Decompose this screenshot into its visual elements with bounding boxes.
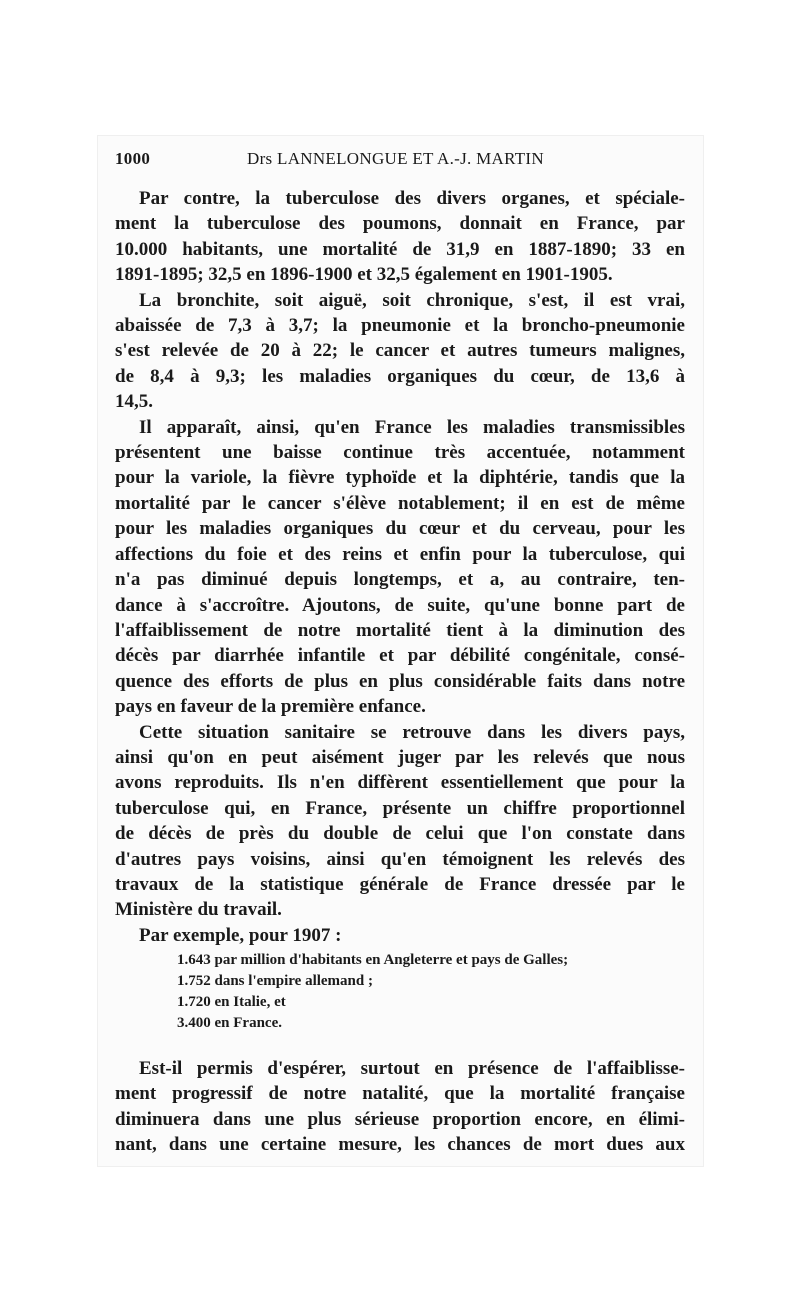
text-line: pour les maladies organiques du cœur et du cerveau, pour les <box>115 518 685 540</box>
text-line: affections du foie et des reins et enfin pour la tuberculose, qui <box>115 543 685 565</box>
running-head: Drs LANNELONGUE ET A.-J. MARTIN <box>247 149 544 168</box>
text-line: n'a pas diminué depuis longtemps, et a, au contraire, ten- <box>115 569 685 591</box>
text-line: 10.000 habitants, une mortalité de 31,9 en 1887-1890; 33 en <box>115 238 685 260</box>
text-line: pour la variole, la fièvre typhoïde et la diphtérie, tandis que la <box>115 467 685 489</box>
text-line: tuberculose qui, en France, présente un chiffre proportionnel <box>115 797 685 819</box>
text-line: Par contre, la tuberculose des divers organes, et spéciale- <box>139 188 685 209</box>
text-line: quence des efforts de plus en plus considérable faits dans notre <box>115 670 685 692</box>
text-line: Ministère du travail. <box>115 899 282 921</box>
text-line: diminuera dans une plus sérieuse proportion encore, en élimi- <box>115 1108 685 1130</box>
text-line: ainsi qu'on en peut aisément juger par les relevés que nous <box>115 746 685 768</box>
text-line: d'autres pays voisins, ainsi qu'en témoignent les relevés des <box>115 848 685 870</box>
text-line: dance à s'accroître. Ajoutons, de suite, qu'une bonne part de <box>115 594 685 616</box>
text-line: pays en faveur de la première enfance. <box>115 696 426 718</box>
text-line: Il apparaît, ainsi, qu'en France les maladies transmissibles <box>139 416 685 438</box>
text-line: Par exemple, pour 1907 : <box>139 924 342 946</box>
text-line: présentent une baisse continue très accentuée, notamment <box>115 442 685 464</box>
text-line: avons reproduits. Ils n'en diffèrent essentiellement que pour la <box>115 772 685 794</box>
list-item: 1.752 dans l'empire allemand ; <box>177 973 373 989</box>
mortality-figures-list <box>177 950 677 1034</box>
text-line: Cette situation sanitaire se retrouve dans les divers pays, <box>139 721 685 743</box>
list-item: 1.720 en Italie, et <box>177 994 286 1010</box>
closing-paragraph <box>115 1056 685 1158</box>
text-line: travaux de la statistique générale de France dressée par le <box>115 873 685 895</box>
text-line: nant, dans une certaine mesure, les chances de mort dues aux <box>115 1134 685 1156</box>
text-line: ment la tuberculose des poumons, donnait en France, par <box>115 213 685 235</box>
text-line: de 8,4 à 9,3; les maladies organiques du cœur, de 13,6 à <box>115 365 685 387</box>
text-line: s'est relevée de 20 à 22; le cancer et autres tumeurs malignes, <box>115 340 685 362</box>
body-text <box>115 186 685 948</box>
list-item: 3.400 en France. <box>177 1015 282 1031</box>
text-line: de décès de près du double de celui que l'on constate dans <box>115 823 685 845</box>
text-line: La bronchite, soit aiguë, soit chronique, s'est, il est vrai, <box>139 289 685 311</box>
text-line: abaissée de 7,3 à 3,7; la pneumonie et la broncho-pneumonie <box>115 315 685 337</box>
text-line: Est-il permis d'espérer, surtout en présence de l'affaiblisse- <box>139 1058 685 1079</box>
text-line: 14,5. <box>115 391 153 413</box>
text-line: l'affaiblissement de notre mortalité tient à la diminution des <box>115 619 685 641</box>
text-line: ment progressif de notre natalité, que la mortalité française <box>115 1083 685 1105</box>
text-line: décès par diarrhée infantile et par débilité congénitale, consé- <box>115 645 685 667</box>
text-line: 1891-1895; 32,5 en 1896-1900 et 32,5 également en 1901-1905. <box>115 264 613 286</box>
text-line: mortalité par le cancer s'élève notablement; il en est de même <box>115 492 685 514</box>
page-number: 1000 <box>115 149 151 168</box>
list-item: 1.643 par million d'habitants en Angleterre et pays de Galles; <box>177 952 569 968</box>
